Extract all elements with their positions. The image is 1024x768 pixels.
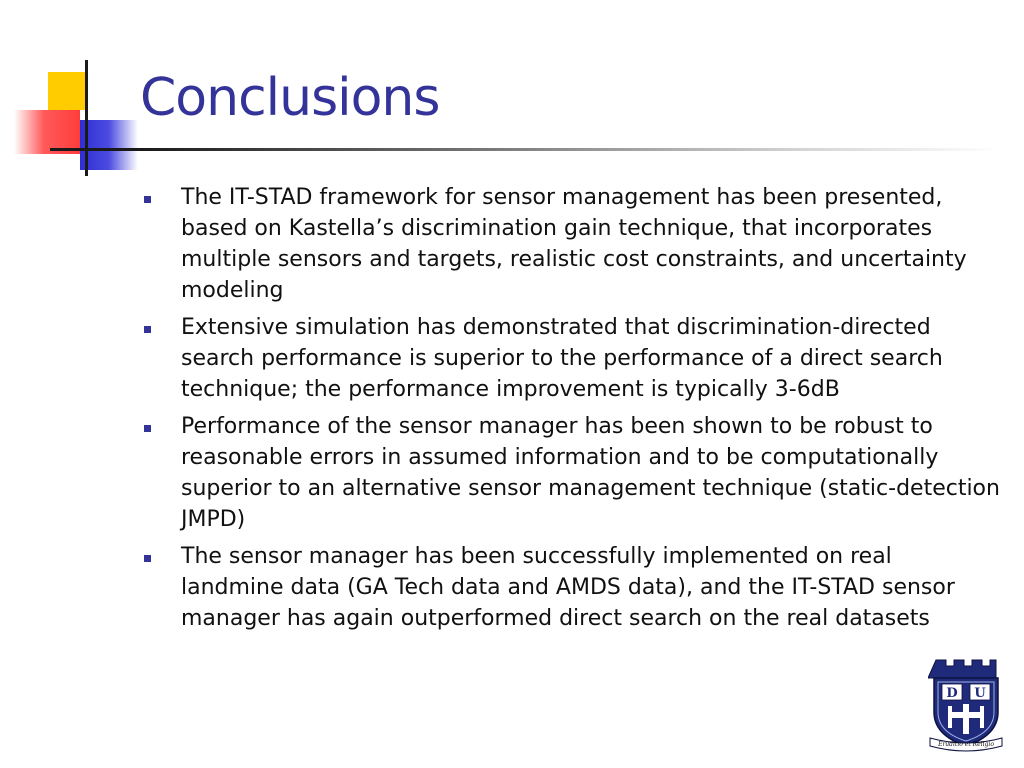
bullet-item-1	[140, 182, 1000, 306]
bullet-item-2	[140, 312, 1000, 405]
bullet-item-3	[140, 411, 1000, 535]
title-decoration	[0, 0, 140, 180]
decor-horizontal-line-left	[50, 148, 150, 151]
bullet-square-icon	[144, 326, 151, 333]
shield-letter-d: D	[946, 686, 958, 701]
bullet-square-icon	[144, 196, 151, 203]
bullet-text: The sensor manager has been successfully implemented on real landmine data (GA Tech data and AMDS data), and the IT-STAD sensor manager has again outperformed direct search on the real datasets	[181, 544, 955, 631]
shield-letter-u: U	[974, 686, 986, 701]
bullet-text: Extensive simulation has demonstrated that discrimination-directed search performance is superior to the performance of a direct search technique; the performance improvement is typically 3-6dB	[181, 315, 943, 402]
decor-vertical-line	[85, 60, 88, 176]
bullet-text: The IT-STAD framework for sensor management has been presented, based on Kastella’s discrimination gain technique, that incorporates multiple sensors and targets, realistic cost constraints, and uncertainty modeling	[181, 185, 967, 303]
bullet-text: Performance of the sensor manager has been shown to be robust to reasonable errors in assumed information and to be computationally superior to an alternative sensor management technique (static-detection JMPD)	[181, 414, 1000, 532]
slide-title: Conclusions	[140, 68, 440, 128]
bullet-item-4	[140, 541, 1000, 634]
bullet-list	[140, 182, 1000, 640]
bullet-square-icon	[144, 425, 151, 432]
decor-yellow-square	[48, 72, 86, 110]
decor-blue-square	[80, 120, 138, 170]
university-shield-logo	[928, 656, 1004, 752]
logo-motto: Eruditio et Religio	[938, 741, 994, 748]
bullet-square-icon	[144, 555, 151, 562]
title-underline	[140, 148, 1000, 151]
